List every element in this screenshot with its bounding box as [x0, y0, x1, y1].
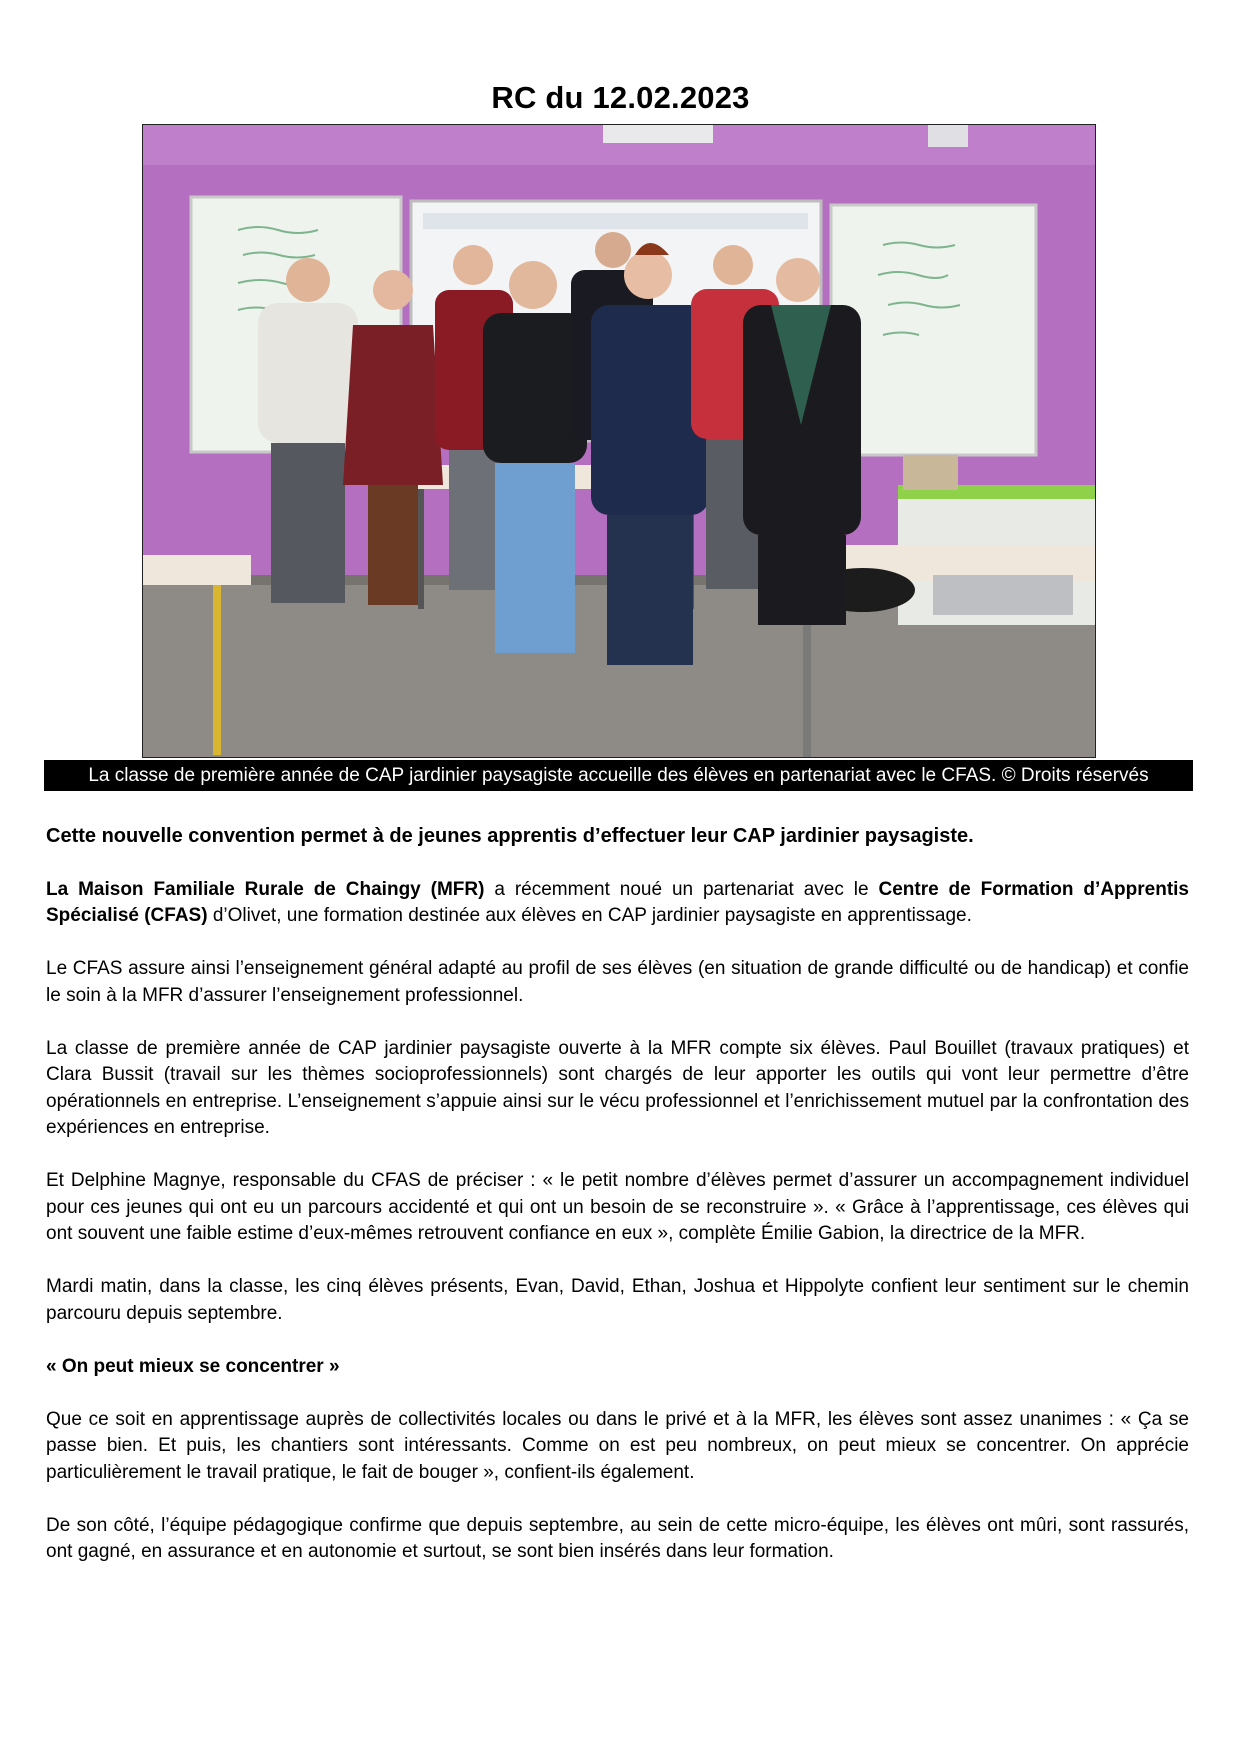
cfas-name: Centre de Formation d’Apprentis Spécialisé (CFAS)	[46, 878, 1189, 926]
paragraph-6: Que ce soit en apprentissage auprès de collectivités locales ou dans le privé et à la MFR, les élèves sont assez unanimes : « Ça se passe bien. Et puis, les chantiers sont intéressants. Comme on est peu nombreux, on peut mieux se concentrer. On apprécie particulièrement le travail pratique, le fait de bouger », confient-ils également.	[46, 1408, 1189, 1483]
page-title: RC du 12.02.2023	[491, 80, 750, 115]
mfr-name: La Maison Familiale Rurale de Chaingy (MFR)	[46, 878, 485, 900]
section-subheading: « On peut mieux se concentrer »	[46, 1355, 340, 1377]
photo-caption: La classe de première année de CAP jardinier paysagiste accueille des élèves en partenariat avec le CFAS. © Droits réservés	[44, 760, 1193, 791]
article-body	[46, 823, 1189, 1592]
paragraph-2: Le CFAS assure ainsi l’enseignement général adapté au profil de ses élèves (en situation de grande difficulté ou de handicap) et confie le soin à la MFR d’assurer l’enseignement professionnel.	[46, 958, 1189, 1006]
paragraph-1	[46, 877, 1189, 930]
paragraph-5: Mardi matin, dans la classe, les cinq élèves présents, Evan, David, Ethan, Joshua et Hippolyte confient leur sentiment sur le chemin parcouru depuis septembre.	[46, 1276, 1189, 1324]
article-lead: Cette nouvelle convention permet à de jeunes apprentis d’effectuer leur CAP jardinier paysagiste.	[46, 825, 974, 847]
paragraph-1-text-a: a récemment noué un partenariat avec le	[484, 878, 879, 900]
paragraph-1-text-b: d’Olivet, une formation destinée aux élèves en CAP jardinier paysagiste en apprentissage.	[207, 905, 972, 926]
group-photo	[142, 124, 1096, 758]
paragraph-4: Et Delphine Magnye, responsable du CFAS de préciser : « le petit nombre d’élèves permet d’assurer un accompagnement individuel pour ces jeunes qui ont eu un parcours accidenté et qui ont un besoin de se reconstruire ». « Grâce à l’apprentissage, ces élèves qui ont souvent une faible estime d’eux-mêmes retrouvent confiance en eux », complète Émilie Gabion, la directrice de la MFR.	[46, 1170, 1189, 1244]
paragraph-3: La classe de première année de CAP jardinier paysagiste ouverte à la MFR compte six élèves. Paul Bouillet (travaux pratiques) et Clara Bussit (travail sur les thèmes socioprofessionnels) sont chargés de leur apporter les outils qui vont leur permettre d’être opérationnels en entreprise. L’enseignement s’appuie ainsi sur le vécu professionnel et l’enrichissement mutuel par la confrontation des expériences en entreprise.	[46, 1037, 1189, 1138]
paragraph-7: De son côté, l’équipe pédagogique confirme que depuis septembre, au sein de cette micro-équipe, les élèves ont mûri, sont rassurés, ont gagné, en assurance et en autonomie et surtout, se sont bien insérés dans leur formation.	[46, 1514, 1189, 1562]
